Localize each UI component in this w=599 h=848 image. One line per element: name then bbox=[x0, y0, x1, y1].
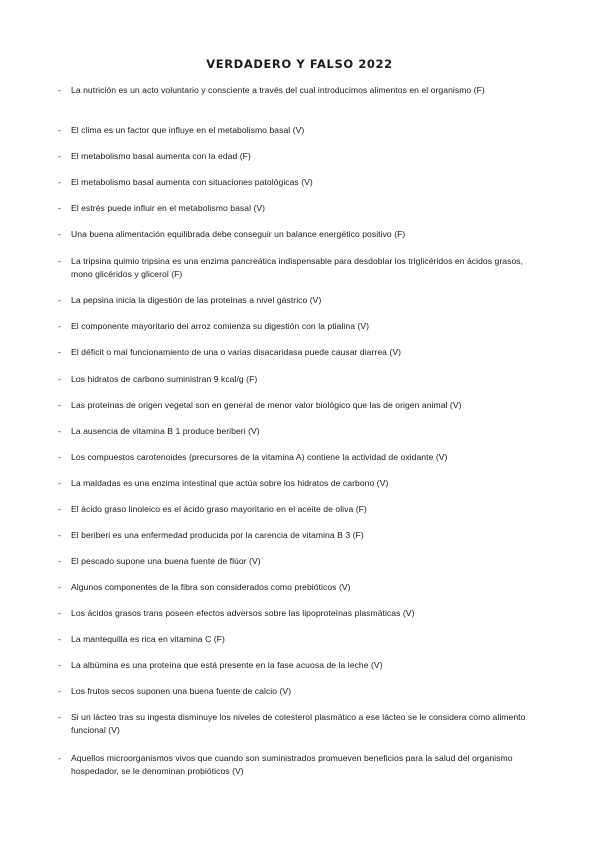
list-item bbox=[58, 255, 538, 281]
list-item bbox=[58, 581, 538, 594]
bullet-dash: - bbox=[58, 374, 61, 384]
list-item bbox=[58, 176, 538, 189]
bullet-dash: - bbox=[58, 582, 61, 592]
bullet-dash: - bbox=[58, 530, 61, 540]
statement-text: El déficit o mal funcionamiento de una o varias disacaridasa puede causar diarrea (V) bbox=[71, 347, 402, 357]
statement-text: Los frutos secos suponen una buena fuente de calcio (V) bbox=[71, 686, 292, 696]
bullet-dash: - bbox=[58, 151, 61, 161]
list-item bbox=[58, 124, 538, 137]
list-item bbox=[58, 477, 538, 490]
list-item bbox=[58, 84, 538, 97]
bullet-dash: - bbox=[58, 295, 61, 305]
list-item bbox=[58, 294, 538, 307]
statement-text: La pepsina inicia la digestión de las proteínas a nivel gástrico (V) bbox=[71, 295, 322, 305]
statement-text: El metabolismo basal aumenta con situaciones patológicas (V) bbox=[71, 177, 313, 187]
statement-text: El ácido graso linoleico es el ácido graso mayoritario en el aceite de oliva (F) bbox=[71, 504, 367, 514]
bullet-dash: - bbox=[58, 426, 61, 436]
statement-text: La maldadas es una enzima intestinal que actúa sobre los hidratos de carbono (V) bbox=[71, 478, 389, 488]
statement-text: Aquellos microorganismos vivos que cuando son suministrados promueven beneficios para la salud del organismo hospedador, se le denominan probióticos (V) bbox=[71, 753, 513, 776]
bullet-dash: - bbox=[58, 256, 61, 266]
bullet-dash: - bbox=[58, 177, 61, 187]
bullet-dash: - bbox=[58, 321, 61, 331]
bullet-dash: - bbox=[58, 660, 61, 670]
bullet-dash: - bbox=[58, 712, 61, 722]
statement-text: Una buena alimentación equilibrada debe conseguir un balance energético positivo (F) bbox=[71, 229, 406, 239]
list-item bbox=[58, 320, 538, 333]
bullet-dash: - bbox=[58, 400, 61, 410]
bullet-dash: - bbox=[58, 608, 61, 618]
list-item bbox=[58, 451, 538, 464]
list-item bbox=[58, 685, 538, 698]
statement-text: Las proteínas de origen vegetal son en general de menor valor biológico que las de origen animal (V) bbox=[71, 400, 462, 410]
statement-text: Los compuestos carotenoides (precursores de la vitamina A) contiene la actividad de oxidante (V) bbox=[71, 452, 448, 462]
list-item bbox=[58, 711, 538, 737]
bullet-dash: - bbox=[58, 229, 61, 239]
bullet-dash: - bbox=[58, 85, 61, 95]
list-item bbox=[58, 425, 538, 438]
bullet-dash: - bbox=[58, 125, 61, 135]
page-title: VERDADERO Y FALSO 2022 bbox=[206, 57, 393, 71]
list-item bbox=[58, 555, 538, 568]
bullet-dash: - bbox=[58, 556, 61, 566]
statement-text: La albúmina es una proteína que está presente en la fase acuosa de la leche (V) bbox=[71, 660, 383, 670]
bullet-dash: - bbox=[58, 347, 61, 357]
statement-text: La ausencia de vitamina B 1 produce beriberi (V) bbox=[71, 426, 260, 436]
list-item bbox=[58, 202, 538, 215]
statement-text: La tripsina quimio tripsina es una enzima pancreática indispensable para desdoblar los triglicéridos en ácidos grasos, mono glicéridos y glicerol (F) bbox=[71, 256, 524, 279]
bullet-dash: - bbox=[58, 478, 61, 488]
list-item bbox=[58, 607, 538, 620]
statement-text: El estrés puede influir en el metabolismo basal (V) bbox=[71, 203, 266, 213]
list-item bbox=[58, 503, 538, 516]
statement-text: La mantequilla es rica en vitamina C (F) bbox=[71, 634, 225, 644]
bullet-dash: - bbox=[58, 203, 61, 213]
list-item bbox=[58, 633, 538, 646]
statement-text: El componente mayoritario del arroz comienza su digestión con la ptialina (V) bbox=[71, 321, 370, 331]
statement-text: La nutrición es un acto voluntario y consciente a través del cual introducimos alimentos en el organismo (F) bbox=[71, 85, 485, 95]
list-item bbox=[58, 373, 538, 386]
bullet-dash: - bbox=[58, 753, 61, 763]
statement-text: Los hidratos de carbono suministran 9 kcal/g (F) bbox=[71, 374, 258, 384]
statement-text: Si un lácteo tras su ingesta disminuye los niveles de colesterol plasmático a ese lácteo se le considera como alimento funcional (V) bbox=[71, 712, 526, 735]
list-item bbox=[58, 228, 538, 241]
list-item bbox=[58, 529, 538, 542]
bullet-dash: - bbox=[58, 634, 61, 644]
statement-text: Algunos componentes de la fibra son considerados como prebióticos (V) bbox=[71, 582, 351, 592]
list-item bbox=[58, 399, 538, 412]
bullet-dash: - bbox=[58, 504, 61, 514]
statement-text: El beriberi es una enfermedad producida por la carencia de vitamina B 3 (F) bbox=[71, 530, 364, 540]
statement-text: El pescado supone una buena fuente de flúor (V) bbox=[71, 556, 261, 566]
list-item bbox=[58, 659, 538, 672]
list-item bbox=[58, 346, 538, 359]
bullet-dash: - bbox=[58, 686, 61, 696]
statement-text: Los ácidos grasos trans poseen efectos adversos sobre las lipoproteínas plasmáticas (V) bbox=[71, 608, 415, 618]
bullet-dash: - bbox=[58, 452, 61, 462]
statement-text: El clima es un factor que influye en el metabolismo basal (V) bbox=[71, 125, 305, 135]
statement-text: El metabolismo basal aumenta con la edad (F) bbox=[71, 151, 251, 161]
list-item bbox=[58, 752, 538, 778]
list-item bbox=[58, 150, 538, 163]
